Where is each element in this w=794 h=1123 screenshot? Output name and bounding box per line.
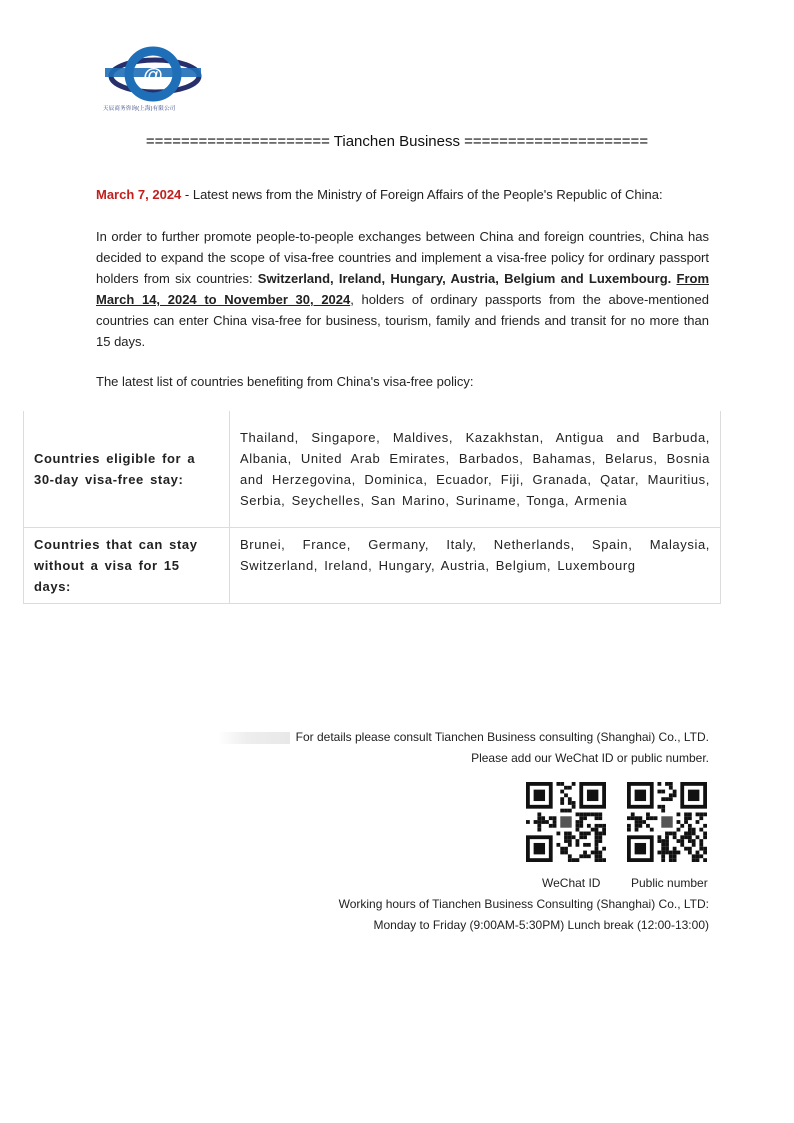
public-number-qr-icon xyxy=(627,782,707,862)
working-hours-title: Working hours of Tianchen Business Consulting (Shanghai) Co., LTD: xyxy=(338,897,709,911)
page-banner: ===================== Tianchen Business ===================== xyxy=(145,133,649,150)
list-intro: The latest list of countries benefiting from China's visa-free policy: xyxy=(96,374,474,389)
table-row xyxy=(24,411,721,528)
news-source: - Latest news from the Ministry of Foreign Affairs of the People's Republic of China: xyxy=(181,187,663,202)
wechat-id-qr-icon xyxy=(526,782,606,862)
working-hours: Monday to Friday (9:00AM-5:30PM) Lunch break (12:00-13:00) xyxy=(373,918,709,932)
public-number-label: Public number xyxy=(631,876,708,890)
policy-paragraph xyxy=(96,226,709,352)
visa-free-table xyxy=(23,411,721,604)
row-label: Countries eligible for a 30-day visa-free stay: xyxy=(24,411,230,528)
footer-add: Please add our WeChat ID or public number. xyxy=(471,751,709,765)
footer-consult: For details please consult Tianchen Business consulting (Shanghai) Co., LTD. xyxy=(295,730,709,744)
policy-date-range: From March 14, 2024 to November 30, 2024 xyxy=(96,271,709,307)
policy-countries: Switzerland, Ireland, Hungary, Austria, Belgium and Luxembourg. xyxy=(257,271,672,286)
news-date: March 7, 2024 xyxy=(96,187,182,202)
row-label: Countries that can stay without a visa for 15 days: xyxy=(24,528,230,604)
company-logo xyxy=(103,46,213,116)
wechat-id-label: WeChat ID xyxy=(542,876,601,890)
row-countries: Thailand, Singapore, Maldives, Kazakhstan, Antigua and Barbuda, Albania, United Arab Emirates, Barbados, Bahamas, Belarus, Bosnia and Herzegovina, Dominica, Ecuador, Fiji, Granada, Qatar, Mauritius, Serbia, Seychelles, San Marino, Suriname, Tonga, Armenia xyxy=(230,411,721,528)
table-row xyxy=(24,528,721,604)
logo-emblem-icon xyxy=(103,46,213,104)
policy-text-a: In order to further promote people-to-people exchanges between China and foreign countries, China has decided to expand the scope of visa-free countries and implement a visa-free policy for ordinary passport holders from six countries: xyxy=(96,229,709,286)
scan-smudge xyxy=(218,732,290,744)
logo-caption: 天辰商务咨询(上海)有限公司 xyxy=(103,106,176,112)
row-countries: Brunei, France, Germany, Italy, Netherlands, Spain, Malaysia, Switzerland, Ireland, Hungary, Austria, Belgium, Luxembourg xyxy=(230,528,721,604)
news-intro xyxy=(96,184,709,205)
policy-text-b: , holders of ordinary passports from the above-mentioned countries can enter China visa-free for business, tourism, family and friends and transit for no more than 15 days. xyxy=(96,292,710,349)
svg-text:@: @ xyxy=(143,65,163,87)
